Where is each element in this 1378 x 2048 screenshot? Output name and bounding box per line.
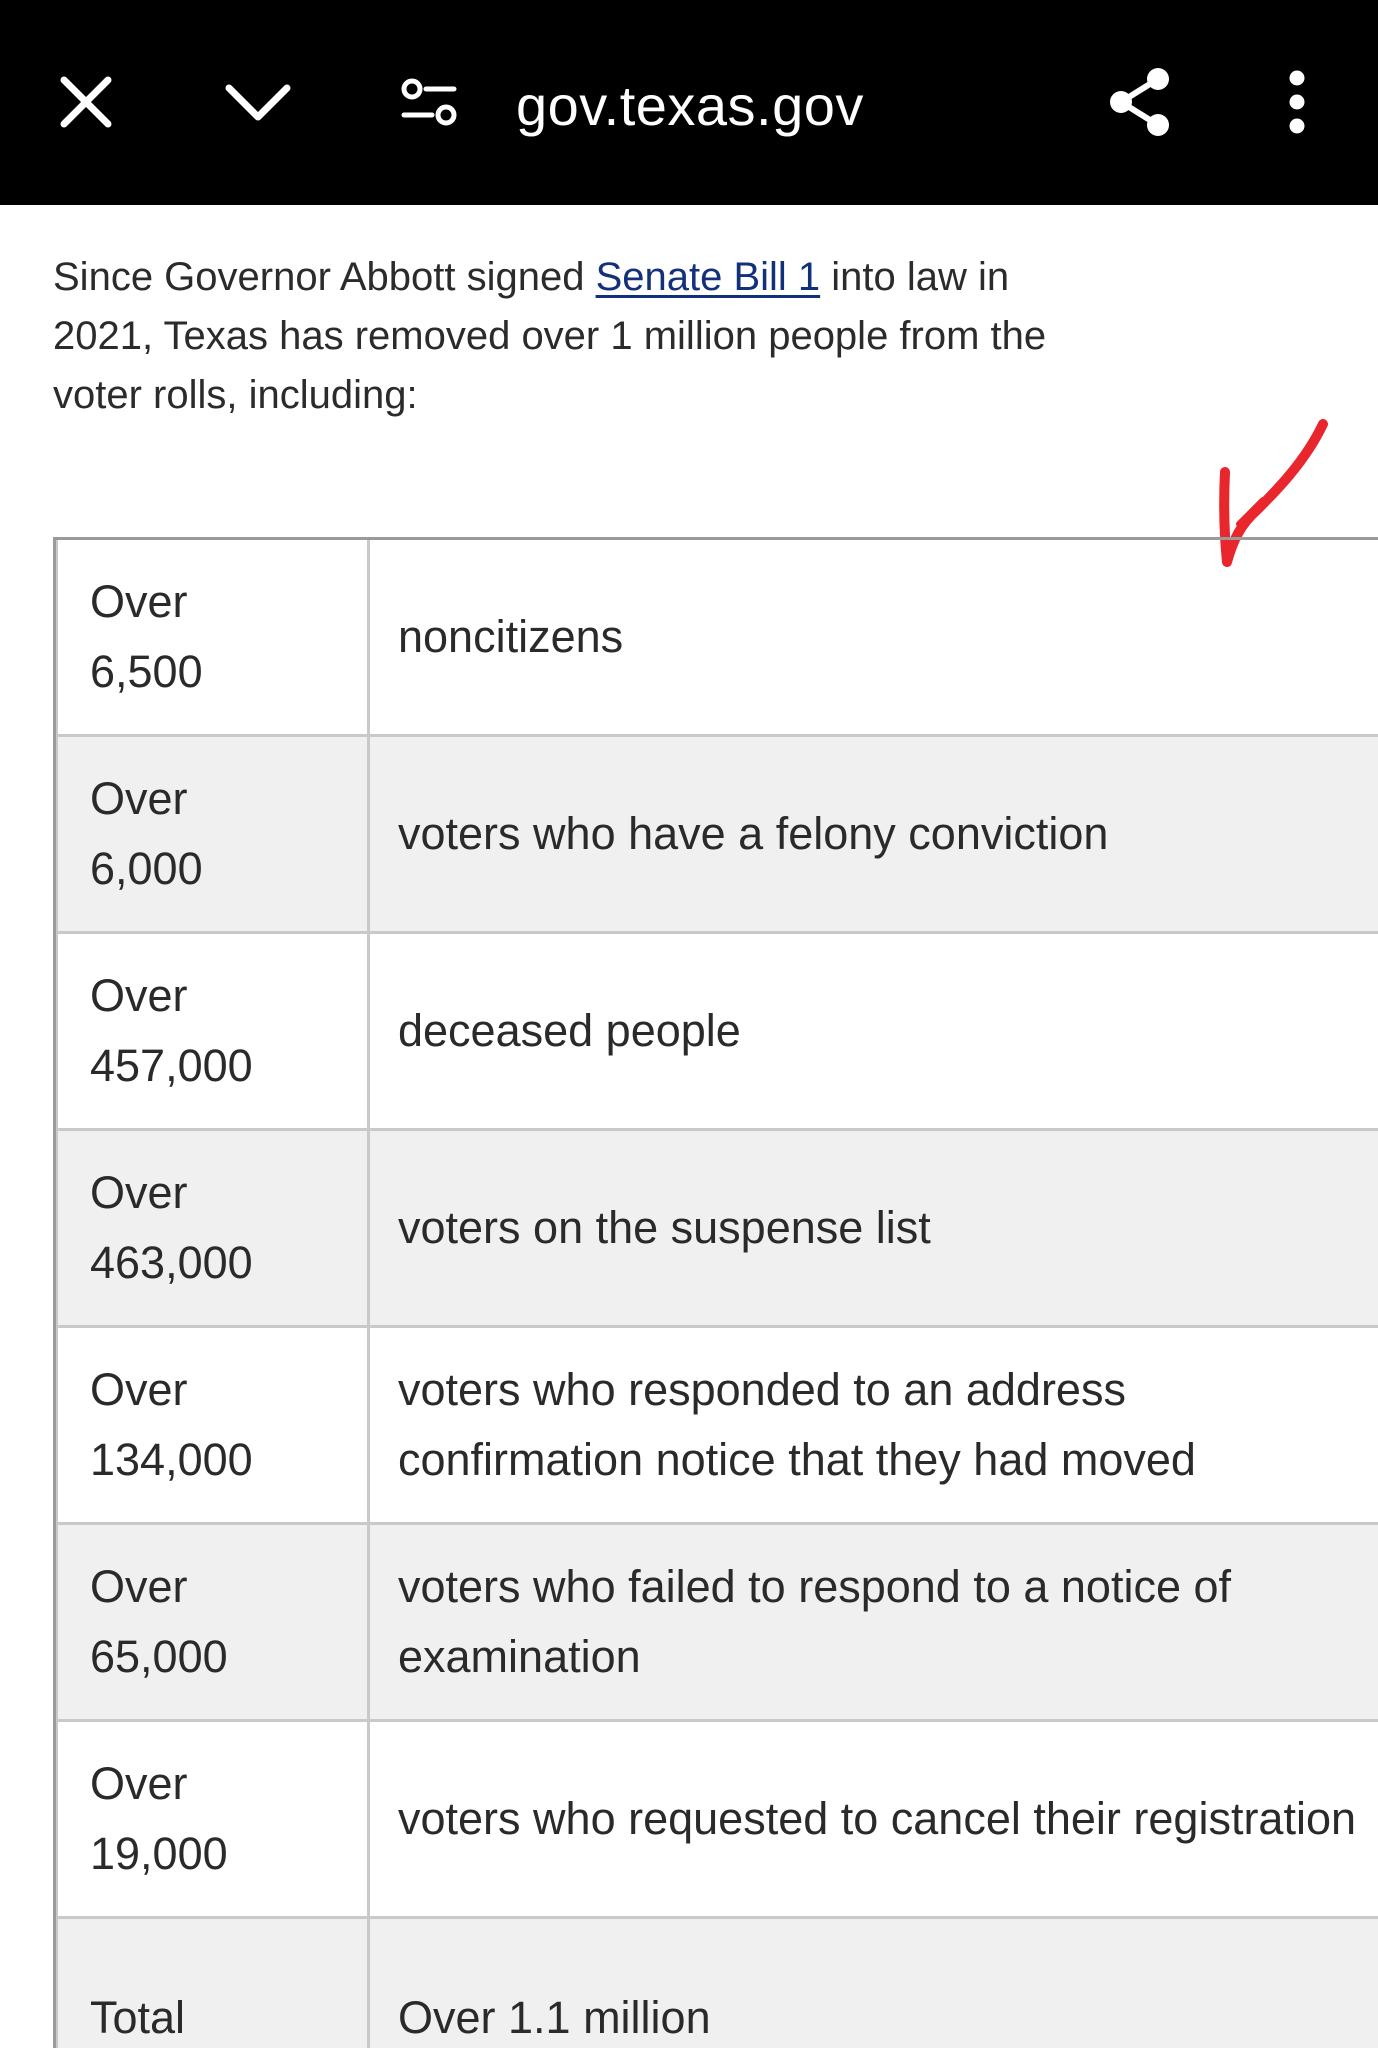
amount-qualifier: Over (90, 1758, 188, 1809)
table-row (56, 1131, 1378, 1328)
table-cell-amount (56, 1131, 370, 1325)
table-cell-amount (56, 540, 370, 734)
table-row (56, 1722, 1378, 1919)
site-settings-button[interactable] (396, 68, 462, 138)
amount-qualifier: Over (90, 1167, 188, 1218)
share-icon (1106, 66, 1174, 138)
amount-qualifier: Over (90, 970, 188, 1021)
amount-value: 457,000 (90, 1040, 253, 1091)
amount-value: 6,500 (90, 646, 203, 697)
amount-value: 134,000 (90, 1434, 253, 1485)
table-cell-amount (56, 1328, 370, 1522)
amount-qualifier: Over (90, 773, 188, 824)
table-row (56, 1525, 1378, 1722)
total-value: Over 1.1 million (370, 1919, 1378, 2048)
table-cell-amount (56, 737, 370, 931)
table-cell-description: voters who have a felony conviction (370, 737, 1378, 931)
table-cell-description: deceased people (370, 934, 1378, 1128)
table-cell-description: voters who responded to an address confirmation notice that they had moved (370, 1328, 1378, 1522)
close-icon (58, 74, 114, 130)
table-row (56, 1328, 1378, 1525)
amount-qualifier: Over (90, 1561, 188, 1612)
table-cell-description: noncitizens (370, 540, 1378, 734)
more-options-button[interactable] (1262, 62, 1332, 142)
table-cell-description: voters who failed to respond to a notice of examination (370, 1525, 1378, 1719)
amount-value: 19,000 (90, 1828, 228, 1879)
table-total-row (56, 1919, 1378, 2048)
tune-icon (400, 77, 458, 129)
table-row (56, 540, 1378, 737)
intro-paragraph (53, 248, 1053, 425)
table-row (56, 737, 1378, 934)
amount-qualifier: Over (90, 1364, 188, 1415)
table-cell-amount (56, 1722, 370, 1916)
amount-value: 65,000 (90, 1631, 228, 1682)
close-button[interactable] (50, 62, 122, 142)
total-label: Total (56, 1919, 370, 2048)
senate-bill-1-link[interactable]: Senate Bill 1 (595, 255, 821, 299)
chevron-down-icon (223, 80, 293, 124)
table-cell-description: voters who requested to cancel their registration (370, 1722, 1378, 1916)
intro-text-start: Since Governor Abbott signed (53, 255, 596, 299)
table-row (56, 934, 1378, 1131)
amount-value: 6,000 (90, 843, 203, 894)
url-text[interactable]: gov.texas.gov (516, 74, 864, 137)
amount-qualifier: Over (90, 576, 188, 627)
collapse-button[interactable] (218, 62, 298, 142)
table-cell-description: voters on the suspense list (370, 1131, 1378, 1325)
browser-toolbar (0, 0, 1378, 205)
share-button[interactable] (1100, 62, 1180, 142)
table-cell-amount (56, 934, 370, 1128)
table-cell-amount (56, 1525, 370, 1719)
amount-value: 463,000 (90, 1237, 253, 1288)
removal-stats-table (53, 537, 1378, 2048)
more-vert-icon (1287, 70, 1307, 134)
intro-text-end: into law in 2021, Texas has removed over 1 million people from the voter rolls, including: (53, 255, 1047, 417)
